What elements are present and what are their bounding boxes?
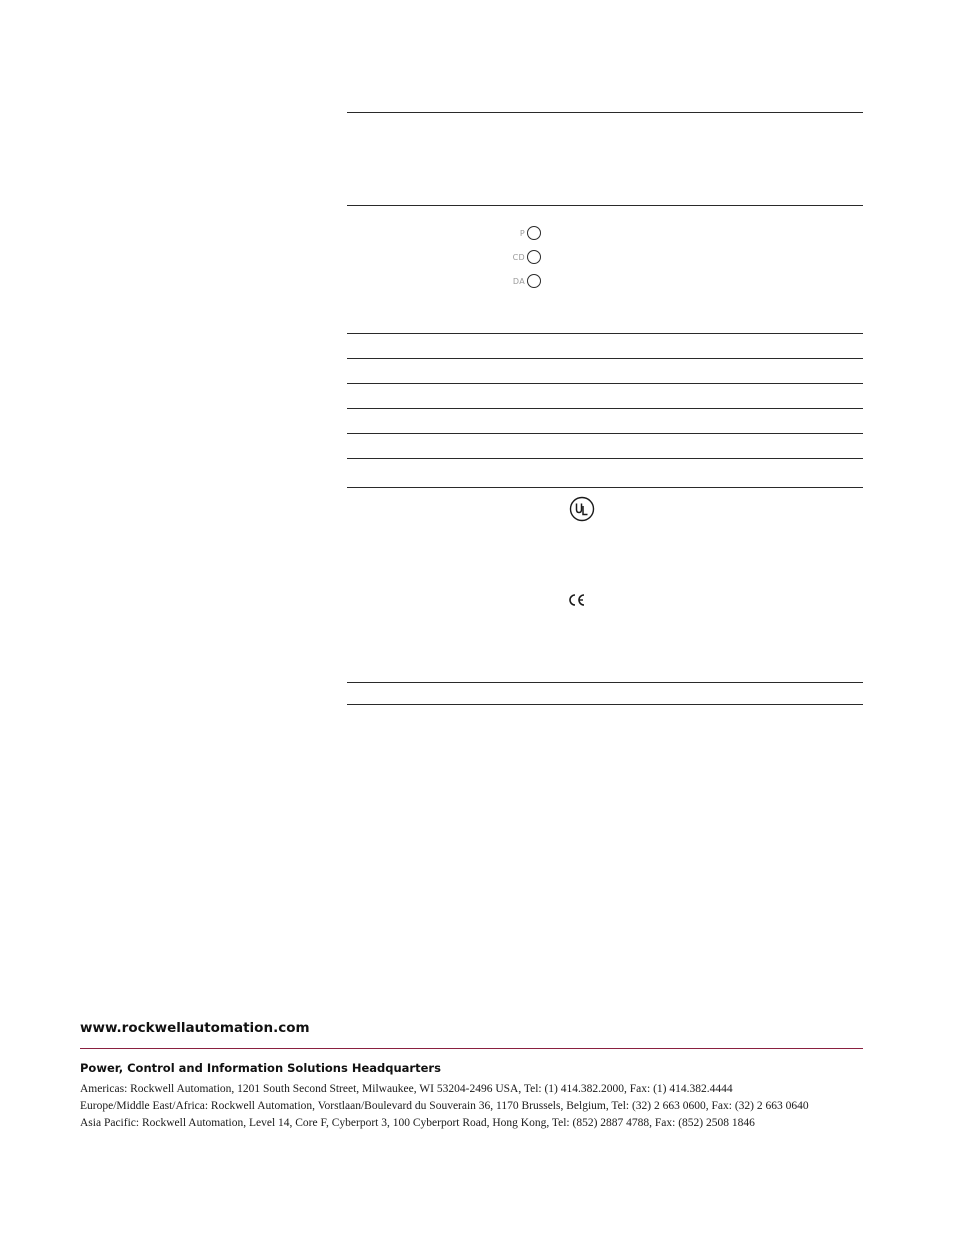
status-led-icon xyxy=(527,226,541,240)
status-indicator-label: CD xyxy=(512,252,525,262)
status-indicator-label: P xyxy=(519,228,525,238)
status-indicator-label: DA xyxy=(512,276,525,286)
status-led-icon xyxy=(527,250,541,264)
headquarters-title: Power, Control and Information Solutions Headquarters xyxy=(80,1061,441,1075)
table-row-rule xyxy=(347,433,863,434)
ul-listed-mark-icon xyxy=(569,496,595,522)
status-indicator-p xyxy=(500,224,541,242)
table-row-rule xyxy=(347,205,863,206)
status-led-icon xyxy=(527,274,541,288)
address-americas: Americas: Rockwell Automation, 1201 South Second Street, Milwaukee, WI 53204-2496 USA, Tel: (1) 414.382.2000, Fax: (1) 414.382.4444 xyxy=(80,1083,733,1095)
table-row-rule xyxy=(347,333,863,334)
address-asia-pacific: Asia Pacific: Rockwell Automation, Level 14, Core F, Cyberport 3, 100 Cyberport Road, Hong Kong, Tel: (852) 2887 4788, Fax: (852) 2508 1846 xyxy=(80,1117,755,1129)
table-bottom-rule xyxy=(347,704,863,705)
status-indicator-cd xyxy=(500,248,541,266)
table-top-rule xyxy=(347,112,863,113)
table-row-rule xyxy=(347,458,863,459)
table-row-rule xyxy=(347,487,863,488)
table-row-rule xyxy=(347,682,863,683)
ce-mark-icon xyxy=(567,592,587,608)
table-row-rule xyxy=(347,383,863,384)
website-link[interactable]: www.rockwellautomation.com xyxy=(80,1020,310,1036)
footer-divider xyxy=(80,1048,863,1049)
table-row-rule xyxy=(347,358,863,359)
table-row-rule xyxy=(347,408,863,409)
status-indicator-da xyxy=(500,272,541,290)
address-emea: Europe/Middle East/Africa: Rockwell Automation, Vorstlaan/Boulevard du Souverain 36, 1170 Brussels, Belgium, Tel: (32) 2 663 0600, Fax: (32) 2 663 0640 xyxy=(80,1100,809,1112)
